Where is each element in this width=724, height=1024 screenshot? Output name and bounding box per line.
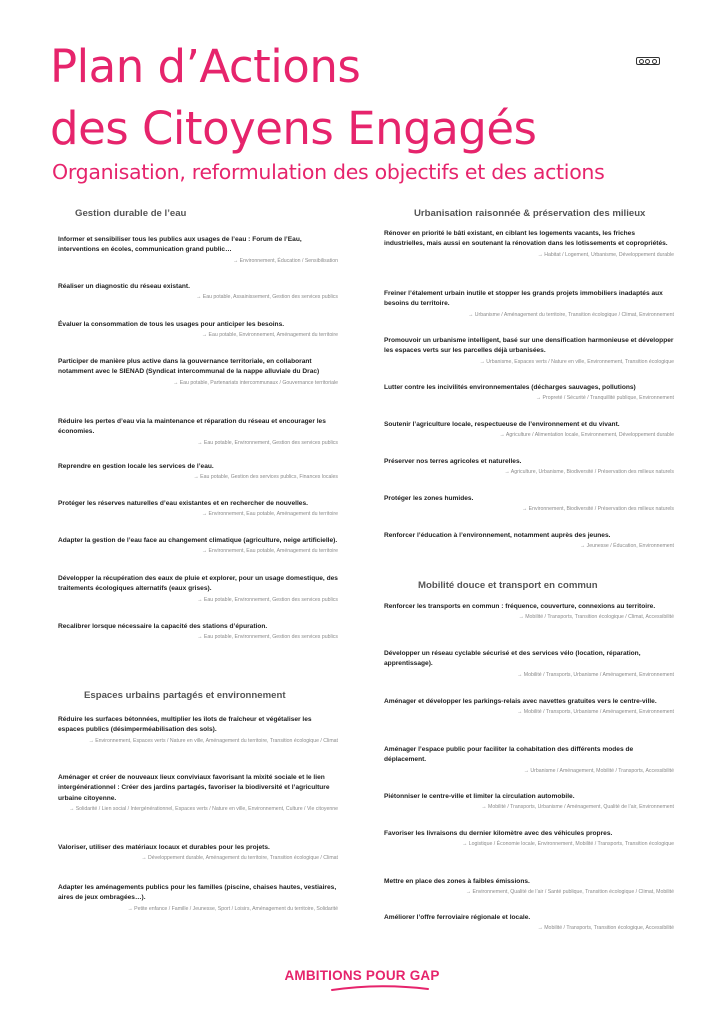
action-tags: → Environnement, Qualité de l’air / Santé publique, Transition écologique / Climat, Mobilité xyxy=(465,889,674,896)
left-column xyxy=(58,0,338,1024)
brand-swoosh-icon xyxy=(330,984,430,994)
action-text: Aménager et développer les parkings-relais avec navettes gratuites vers le centre-ville. xyxy=(384,698,657,705)
action-text: Recalibrer lorsque nécessaire la capacité des stations d’épuration. xyxy=(58,623,268,630)
action-tags: → Eau potable, Assainissement, Gestion des services publics xyxy=(196,294,338,301)
action-text: Rénover en priorité le bâti existant, en ciblant les logements vacants, les friches industrielles, mais aussi en soutenant la rénovation dans les lotissements et copropriétés. xyxy=(384,230,668,248)
action-item xyxy=(384,792,674,811)
action-tags: → Jeunesse / Éducation, Environnement xyxy=(579,543,674,550)
action-item xyxy=(58,715,338,745)
action-tags: → Eau potable, Environnement, Gestion des services publics xyxy=(197,634,338,641)
action-tags: → Mobilité / Transports, Urbanisme / Aménagement, Qualité de l’air, Environnement xyxy=(481,804,674,811)
action-tags: → Mobilité / Transports, Transition écologique, Accessibilité xyxy=(537,925,674,932)
action-text: Réduire les pertes d’eau via la maintenance et réparation du réseau et encourager les économies. xyxy=(58,418,326,436)
action-tags: → Propreté / Sécurité / Tranquillité publique, Environnement xyxy=(535,395,674,402)
section-title-mobilite: Mobilité douce et transport en commun xyxy=(418,580,598,591)
title-line-2: des Citoyens Engagés xyxy=(50,102,537,155)
section-title-espaces: Espaces urbains partagés et environnement xyxy=(84,690,286,701)
action-text: Participer de manière plus active dans la gouvernance territoriale, en collaborant notamment avec le SIENAD (Syndicat intercommunal de la nappe alluviale du Drac) xyxy=(58,358,320,376)
action-item xyxy=(384,745,674,775)
action-item xyxy=(58,417,338,447)
action-item xyxy=(384,420,674,439)
action-text: Améliorer l’offre ferroviaire régionale et locale. xyxy=(384,914,531,921)
action-text: Préserver nos terres agricoles et naturelles. xyxy=(384,458,522,465)
brand-logo xyxy=(0,968,724,983)
action-item xyxy=(58,235,338,265)
action-tags: → Environnement, Eau potable, Aménagement du territoire xyxy=(201,548,338,555)
action-tags: → Environnement, Espaces verts / Nature en ville, Aménagement du territoire, Transition écologique / Climat xyxy=(88,737,338,744)
action-tags: → Agriculture / Alimentation locale, Environnement, Développement durable xyxy=(499,432,674,439)
action-text: Adapter les aménagements publics pour les familles (piscine, chaises hautes, vestiaires, aires de jeux ombragées…). xyxy=(58,884,337,902)
action-item xyxy=(384,877,674,896)
action-tags: → Mobilité / Transports, Urbanisme / Aménagement, Environnement xyxy=(517,709,674,716)
action-tags: → Urbanisme, Espaces verts / Nature en ville, Environnement, Transition écologique xyxy=(479,358,674,365)
action-text: Protéger les réserves naturelles d’eau existantes et en rechercher de nouvelles. xyxy=(58,500,308,507)
action-item xyxy=(58,843,338,862)
action-tags: → Mobilité / Transports, Urbanisme / Aménagement, Environnement xyxy=(517,671,674,678)
action-tags: → Urbanisme / Aménagement du territoire, Transition écologique / Climat, Environnement xyxy=(468,311,674,318)
action-text: Favoriser les livraisons du dernier kilomètre avec des véhicules propres. xyxy=(384,830,613,837)
action-text: Mettre en place des zones à faibles émissions. xyxy=(384,878,530,885)
action-item xyxy=(384,289,674,319)
action-text: Aménager l’espace public pour faciliter la cohabitation des différents modes de déplacement. xyxy=(384,746,634,764)
right-column xyxy=(384,0,674,1024)
action-tags: → Mobilité / Transports, Transition écologique / Climat, Accessibilité xyxy=(518,614,674,621)
action-item xyxy=(384,494,674,513)
action-text: Réaliser un diagnostic du réseau existant. xyxy=(58,283,190,290)
action-tags: → Habitat / Logement, Urbanisme, Développement durable xyxy=(537,251,674,258)
action-text: Évaluer la consommation de tous les usages pour anticiper les besoins. xyxy=(58,321,285,328)
action-item xyxy=(384,697,674,716)
action-text: Reprendre en gestion locale les services de l’eau. xyxy=(58,463,214,470)
action-tags: → Solidarité / Lien social / Intergénérationnel, Espaces verts / Nature en ville, Environnement, Culture / Vie citoyenne xyxy=(69,806,338,813)
action-tags: → Environnement, Eau potable, Aménagement du territoire xyxy=(201,511,338,518)
action-text: Valoriser, utiliser des matériaux locaux et durables pour les projets. xyxy=(58,844,270,851)
action-text: Protéger les zones humides. xyxy=(384,495,474,502)
action-text: Renforcer les transports en commun : fréquence, couverture, connexions au territoire. xyxy=(384,603,656,610)
action-tags: → Urbanisme / Aménagement, Mobilité / Transports, Accessibilité xyxy=(523,767,674,774)
action-item xyxy=(384,229,674,259)
action-item xyxy=(58,282,338,301)
action-item xyxy=(58,320,338,339)
action-tags: → Eau potable, Partenariats intercommunaux / Gouvernance territoriale xyxy=(173,379,338,386)
action-text: Développer un réseau cyclable sécurisé et des services vélo (location, réparation, apprentissage). xyxy=(384,650,641,668)
action-tags: → Environnement, Biodiversité / Préservation des milieux naturels xyxy=(522,506,674,513)
title-line-1: Plan d’Actions xyxy=(50,40,361,93)
action-item xyxy=(384,602,674,621)
action-item xyxy=(58,536,338,555)
action-text: Piétonniser le centre-ville et limiter la circulation automobile. xyxy=(384,793,575,800)
action-tags: → Petite enfance / Famille / Jeunesse, Sport / Loisirs, Aménagement du territoire, Solidarité xyxy=(127,905,338,912)
action-text: Réduire les surfaces bétonnées, multiplier les îlots de fraîcheur et végétaliser les espaces publics (désimperméabilisation des sols). xyxy=(58,716,312,734)
action-item xyxy=(58,499,338,518)
brand-text: AMBITIONS POUR GAP xyxy=(284,968,440,983)
action-text: Adapter la gestion de l’eau face au changement climatique (agriculture, neige artificielle). xyxy=(58,537,338,544)
action-tags: → Eau potable, Environnement, Gestion des services publics xyxy=(197,596,338,603)
action-tags: → Eau potable, Environnement, Gestion des services publics xyxy=(197,439,338,446)
action-item xyxy=(384,913,674,932)
action-tags: → Logistique / Économie locale, Environnement, Mobilité / Transports, Transition écologique xyxy=(462,841,674,848)
action-tags: → Environnement, Éducation / Sensibilisation xyxy=(233,257,338,264)
action-text: Informer et sensibiliser tous les publics aux usages de l’eau : Forum de l’Eau, interventions en écoles, communication grand public… xyxy=(58,236,302,254)
action-item xyxy=(58,357,338,387)
action-tags: → Agriculture, Urbanisme, Biodiversité / Préservation des milieux naturels xyxy=(504,469,674,476)
action-text: Lutter contre les incivilités environnementales (décharges sauvages, pollutions) xyxy=(384,384,636,391)
section-title-urbanisation: Urbanisation raisonnée & préservation des milieux xyxy=(414,208,646,219)
action-text: Développer la récupération des eaux de pluie et explorer, pour un usage domestique, des traitements écologiques alternatifs (eaux grises). xyxy=(58,575,338,593)
action-tags: → Eau potable, Environnement, Aménagement du territoire xyxy=(201,332,338,339)
action-text: Freiner l’étalement urbain inutile et stopper les grands projets immobiliers inadaptés aux besoins du territoire. xyxy=(384,290,663,308)
action-tags: → Eau potable, Gestion des services publics, Finances locales xyxy=(193,474,338,481)
action-item xyxy=(384,383,674,402)
action-item xyxy=(384,531,674,550)
action-tags: → Développement durable, Aménagement du territoire, Transition écologique / Climat xyxy=(141,855,338,862)
action-item xyxy=(58,773,338,813)
action-text: Soutenir l’agriculture locale, respectueuse de l’environnement et du vivant. xyxy=(384,421,620,428)
action-item xyxy=(58,883,338,913)
action-item xyxy=(58,462,338,481)
action-text: Promouvoir un urbanisme intelligent, basé sur une densification harmonieuse et développer les espaces verts sur les parcelles déjà urbanisées. xyxy=(384,337,674,355)
action-item xyxy=(58,574,338,604)
action-item xyxy=(58,622,338,641)
action-item xyxy=(384,457,674,476)
action-item xyxy=(384,649,674,679)
action-item xyxy=(384,336,674,366)
action-item xyxy=(384,829,674,848)
section-title-eau: Gestion durable de l’eau xyxy=(75,208,187,219)
action-text: Aménager et créer de nouveaux lieux conviviaux favorisant la mixité sociale et le lien intergénérationnel : Créer des jardins partagés, favoriser la biodiversité et l’agriculture urbaine citoyenne. xyxy=(58,774,330,802)
action-text: Renforcer l’éducation à l’environnement, notamment auprès des jeunes. xyxy=(384,532,611,539)
page-subtitle: Organisation, reformulation des objectifs et des actions xyxy=(52,160,605,184)
